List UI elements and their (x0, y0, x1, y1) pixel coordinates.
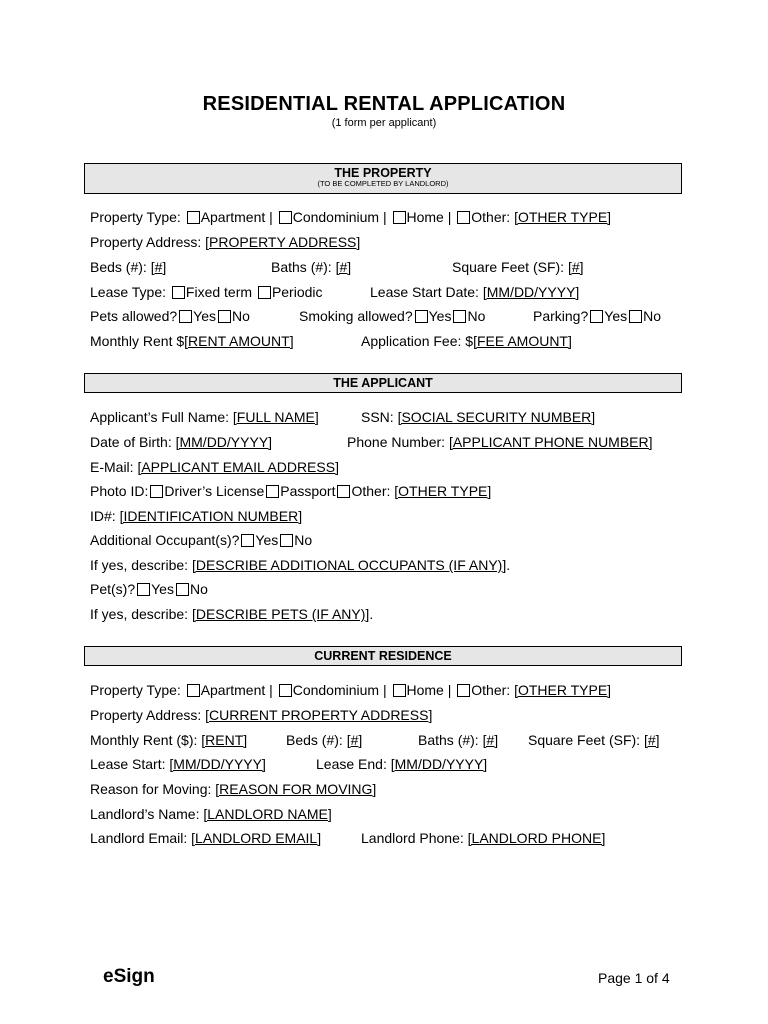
id-number-field[interactable]: [IDENTIFICATION NUMBER] (119, 508, 303, 524)
option-label: Yes (193, 308, 217, 324)
periodic-checkbox[interactable] (258, 286, 271, 299)
field-label: Property Address: (90, 707, 202, 723)
field-label: Square Feet (SF): (528, 732, 641, 748)
field-label: Landlord Email: (90, 830, 188, 846)
field-label: Property Type: (90, 682, 181, 698)
field-label: Baths (#): (271, 259, 332, 275)
esign-logo: eSign (103, 966, 155, 987)
id-number-row (90, 507, 302, 525)
baths-field[interactable]: [#] (482, 732, 499, 748)
page-number: Page 1 of 4 (598, 970, 670, 986)
applicant-name-row (90, 408, 690, 426)
home-checkbox[interactable] (393, 684, 406, 697)
field-label: Parking? (533, 308, 589, 324)
full-name-field[interactable]: [FULL NAME] (232, 409, 319, 425)
apartment-checkbox[interactable] (187, 211, 200, 224)
field-label: SSN: (361, 409, 394, 425)
option-label: Yes (428, 308, 452, 324)
beds-field[interactable]: [#] (150, 259, 167, 275)
pets-row (90, 580, 208, 598)
field-label: Applicant’s Full Name: (90, 409, 230, 425)
residence-details-row (90, 731, 690, 749)
apartment-checkbox[interactable] (187, 684, 200, 697)
condominium-checkbox[interactable] (279, 211, 292, 224)
occupants-describe-row (90, 556, 510, 574)
field-label: Landlord Phone: (361, 830, 464, 846)
pets-yes-checkbox[interactable] (137, 583, 150, 596)
condominium-checkbox[interactable] (279, 684, 292, 697)
other-type-field[interactable]: [OTHER TYPE] (514, 209, 612, 225)
field-label: Lease Type: (90, 284, 167, 300)
smoking-no-checkbox[interactable] (453, 310, 466, 323)
section-title: CURRENT RESIDENCE (314, 649, 452, 663)
field-label: Phone Number: (347, 434, 446, 450)
option-label: No (294, 532, 313, 548)
option-label: Condominium | (292, 209, 387, 225)
field-label: Beds (#): (90, 259, 147, 275)
landlord-phone-field[interactable]: [LANDLORD PHONE] (467, 830, 606, 846)
pets-description-field[interactable]: [DESCRIBE PETS (IF ANY)] (191, 606, 370, 622)
lease-start-field[interactable]: [MM/DD/YYYY] (482, 284, 580, 300)
pets-no-checkbox[interactable] (176, 583, 189, 596)
fee-amount-field[interactable]: [FEE AMOUNT] (473, 333, 572, 349)
property-size-row (90, 258, 690, 276)
other-checkbox[interactable] (457, 684, 470, 697)
occupants-yes-checkbox[interactable] (241, 534, 254, 547)
option-label: No (643, 308, 662, 324)
occupants-row (90, 531, 312, 549)
option-label: Home | (406, 682, 452, 698)
smoking-yes-checkbox[interactable] (415, 310, 428, 323)
property-address-field[interactable]: [PROPERTY ADDRESS] (205, 234, 361, 250)
option-label: Other: (471, 682, 511, 698)
field-label: Smoking allowed? (299, 308, 413, 324)
option-label: Fixed term (185, 284, 253, 300)
other-type-field[interactable]: [OTHER TYPE] (514, 682, 612, 698)
field-label: ID#: (90, 508, 116, 524)
lease-start-field[interactable]: [MM/DD/YYYY] (169, 756, 266, 772)
field-label: Pet(s)? (90, 581, 136, 597)
field-label: Monthly Rent $ (90, 333, 185, 349)
field-label: Landlord’s Name: (90, 806, 200, 822)
square-feet-field[interactable]: [#] (567, 259, 584, 275)
section-header-applicant (84, 373, 682, 393)
current-address-field[interactable]: [CURRENT PROPERTY ADDRESS] (205, 707, 433, 723)
document-title: RESIDENTIAL RENTAL APPLICATION (202, 93, 566, 115)
pets-describe-row (90, 605, 373, 623)
landlord-name-row (90, 805, 332, 823)
field-label: Additional Occupant(s)? (90, 532, 240, 548)
property-type-row (90, 208, 611, 226)
section-subtitle: (TO BE COMPLETED BY LANDLORD) (317, 179, 449, 188)
option-label: No (189, 581, 208, 597)
section-title: THE APPLICANT (333, 376, 433, 390)
pets-yes-checkbox[interactable] (179, 310, 192, 323)
property-address-row (90, 233, 360, 251)
other-id-checkbox[interactable] (337, 485, 350, 498)
residence-address-row (90, 706, 432, 724)
beds-field[interactable]: [#] (346, 732, 363, 748)
other-id-type-field[interactable]: [OTHER TYPE] (394, 483, 492, 499)
field-label: E-Mail: (90, 459, 134, 475)
other-checkbox[interactable] (457, 211, 470, 224)
rent-field[interactable]: [RENT] (201, 732, 248, 748)
permissions-row (90, 307, 690, 325)
option-label: Home | (406, 209, 452, 225)
option-label: Yes (255, 532, 279, 548)
applicant-dob-row (90, 433, 690, 451)
occupants-description-field[interactable]: [DESCRIBE ADDITIONAL OCCUPANTS (IF ANY)] (191, 557, 507, 573)
option-label: Other: (471, 209, 511, 225)
reason-for-moving-field[interactable]: [REASON FOR MOVING] (215, 781, 377, 797)
ssn-field[interactable]: [SOCIAL SECURITY NUMBER] (397, 409, 596, 425)
landlord-contact-row (90, 829, 690, 847)
field-label: If yes, describe: (90, 557, 189, 573)
document-subtitle: (1 form per applicant) (331, 117, 437, 129)
fixed-term-checkbox[interactable] (172, 286, 185, 299)
field-label: Pets allowed? (90, 308, 178, 324)
option-label: Yes (604, 308, 628, 324)
lease-type-row (90, 283, 690, 301)
field-label: Lease Start Date: (370, 284, 479, 300)
landlord-email-field[interactable]: [LANDLORD EMAIL] (191, 830, 322, 846)
fees-row (90, 332, 690, 350)
field-label: Reason for Moving: (90, 781, 212, 797)
passport-checkbox[interactable] (266, 485, 279, 498)
field-label: If yes, describe: (90, 606, 189, 622)
option-label: Yes (151, 581, 174, 597)
phone-number-field[interactable]: [APPLICANT PHONE NUMBER] (448, 434, 653, 450)
pets-no-checkbox[interactable] (218, 310, 231, 323)
occupants-no-checkbox[interactable] (280, 534, 293, 547)
field-label: Photo ID: (90, 483, 149, 499)
square-feet-field[interactable]: [#] (643, 732, 660, 748)
field-label: Baths (#): (418, 732, 479, 748)
section-header-property (84, 163, 682, 194)
home-checkbox[interactable] (393, 211, 406, 224)
option-label: Driver’s License (164, 483, 265, 499)
option-label: No (467, 308, 486, 324)
parking-no-checkbox[interactable] (629, 310, 642, 323)
residence-lease-row (90, 755, 690, 773)
option-label: Apartment | (200, 682, 273, 698)
landlord-name-field[interactable]: [LANDLORD NAME] (203, 806, 332, 822)
field-label: Property Address: (90, 234, 202, 250)
field-label: Square Feet (SF): (452, 259, 565, 275)
field-label: Date of Birth: (90, 434, 172, 450)
email-field[interactable]: [APPLICANT EMAIL ADDRESS] (137, 459, 339, 475)
option-label: Condominium | (292, 682, 387, 698)
punctuation: . (506, 557, 511, 573)
rent-amount-field[interactable]: [RENT AMOUNT] (184, 333, 294, 349)
parking-yes-checkbox[interactable] (590, 310, 603, 323)
field-label: Property Type: (90, 209, 181, 225)
punctuation: . (369, 606, 374, 622)
field-label: Monthly Rent ($): (90, 732, 198, 748)
field-label: Beds (#): (286, 732, 343, 748)
field-label: Lease End: (316, 756, 387, 772)
residence-type-row (90, 681, 611, 699)
section-header-residence (84, 646, 682, 666)
section-title: THE PROPERTY (334, 166, 432, 180)
field-label: Application Fee: $ (361, 333, 474, 349)
option-label: Passport (280, 483, 336, 499)
option-label: No (232, 308, 250, 324)
applicant-email-row (90, 458, 339, 476)
lease-end-field[interactable]: [MM/DD/YYYY] (390, 756, 488, 772)
photo-id-row (90, 482, 491, 500)
date-of-birth-field[interactable]: [MM/DD/YYYY] (175, 434, 273, 450)
option-label: Other: (351, 483, 391, 499)
option-label: Apartment | (200, 209, 273, 225)
reason-row (90, 780, 376, 798)
option-label: Periodic (271, 284, 323, 300)
drivers-license-checkbox[interactable] (150, 485, 163, 498)
baths-field[interactable]: [#] (335, 259, 352, 275)
field-label: Lease Start: (90, 756, 166, 772)
